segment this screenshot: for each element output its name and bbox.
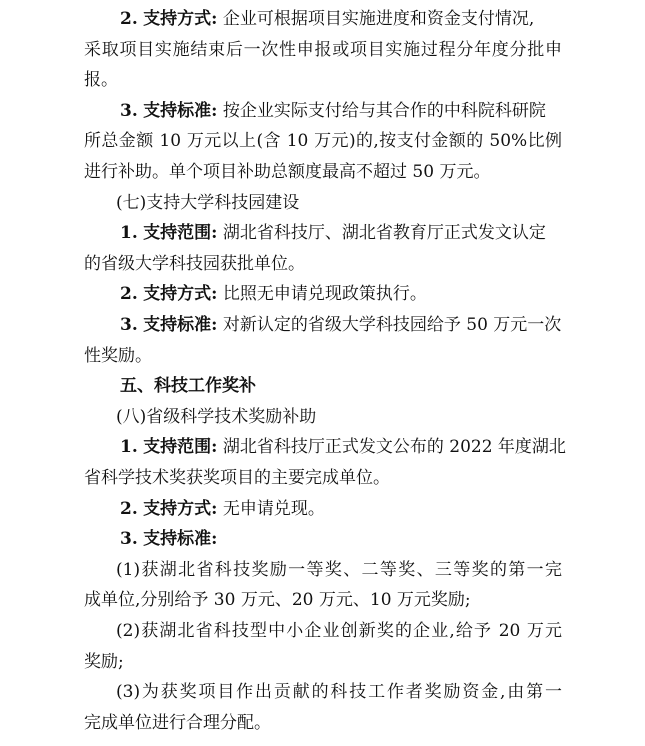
text-line bbox=[116, 620, 562, 642]
item-text: (1)获湖北省科技奖励一等奖、二等奖、三等奖的第一完 bbox=[116, 559, 562, 580]
item-text: 按企业实际支付给与其合作的中科院科研院 bbox=[222, 100, 546, 121]
item-text: 企业可根据项目实施进度和资金支付情况, bbox=[222, 9, 535, 29]
text-line bbox=[120, 8, 534, 30]
item-label: 支持标准: bbox=[143, 315, 218, 335]
item-number: 2. bbox=[120, 284, 138, 305]
item-number: 3. bbox=[120, 100, 138, 121]
item-label: 支持方式: bbox=[143, 284, 218, 305]
text-line bbox=[120, 528, 217, 550]
item-text: 的省级大学科技园获批单位。 bbox=[84, 253, 305, 274]
text-line bbox=[84, 39, 562, 61]
item-text: 报。 bbox=[84, 70, 118, 91]
item-text: (3)为获奖项目作出贡献的科技工作者奖励资金,由第一 bbox=[116, 682, 562, 703]
item-label: 支持方式: bbox=[143, 9, 218, 29]
item-text: 湖北省科技厅正式发文公布的 2022 年度湖北 bbox=[222, 437, 566, 458]
item-text: 完成单位进行合理分配。 bbox=[84, 712, 271, 733]
text-line bbox=[120, 283, 427, 305]
text-line bbox=[84, 345, 152, 367]
item-text: 采取项目实施结束后一次性申报或项目实施过程分年度分批申 bbox=[84, 39, 562, 60]
text-line bbox=[120, 222, 546, 244]
section-heading bbox=[120, 375, 256, 397]
text-line bbox=[84, 589, 471, 611]
text-line bbox=[84, 253, 305, 275]
item-text: 无申请兑现。 bbox=[222, 498, 325, 519]
item-label: 支持方式: bbox=[143, 498, 218, 519]
text-line bbox=[120, 498, 325, 520]
text-line bbox=[120, 314, 561, 336]
text-line bbox=[120, 100, 546, 122]
item-number: 1. bbox=[120, 223, 138, 244]
item-number: 1. bbox=[120, 437, 138, 458]
text-line bbox=[84, 651, 124, 673]
item-text: 湖北省科技厅、湖北省教育厅正式发文认定 bbox=[222, 223, 546, 244]
section-heading bbox=[116, 406, 316, 428]
text-line bbox=[84, 69, 118, 91]
item-label: 支持范围: bbox=[143, 437, 218, 458]
item-text: 比照无申请兑现政策执行。 bbox=[222, 284, 427, 305]
item-label: 支持范围: bbox=[143, 223, 218, 244]
item-number: 3. bbox=[120, 315, 138, 335]
heading-text: (八)省级科学技术奖励补助 bbox=[116, 406, 317, 427]
item-text: 省科学技术奖获奖项目的主要完成单位。 bbox=[84, 468, 390, 488]
item-label: 支持标准: bbox=[143, 529, 218, 550]
item-number: 2. bbox=[120, 498, 138, 519]
heading-text: 五、科技工作奖补 bbox=[120, 376, 256, 397]
text-line bbox=[84, 467, 390, 489]
item-text: 所总金额 10 万元以上(含 10 万元)的,按支付金额的 50%比例 bbox=[84, 131, 562, 152]
item-number: 2. bbox=[120, 9, 138, 29]
heading-text: (七)支持大学科技园建设 bbox=[116, 192, 300, 213]
item-text: 性奖励。 bbox=[84, 345, 152, 366]
item-text: 成单位,分别给予 30 万元、20 万元、10 万元奖励; bbox=[84, 590, 471, 611]
text-line bbox=[120, 436, 566, 458]
item-number: 3. bbox=[120, 529, 138, 550]
section-heading bbox=[116, 192, 299, 214]
item-text: 进行补助。单个项目补助总额度最高不超过 50 万元。 bbox=[84, 162, 491, 182]
text-line bbox=[84, 130, 562, 152]
text-line bbox=[116, 559, 562, 581]
item-text: 对新认定的省级大学科技园给予 50 万元一次 bbox=[222, 315, 562, 335]
text-line bbox=[84, 161, 490, 183]
item-text: (2)获湖北省科技型中小企业创新奖的企业,给予 20 万元 bbox=[116, 621, 562, 641]
text-line bbox=[116, 681, 562, 703]
item-text: 奖励; bbox=[84, 651, 124, 672]
text-line bbox=[84, 712, 271, 734]
item-label: 支持标准: bbox=[143, 100, 218, 121]
